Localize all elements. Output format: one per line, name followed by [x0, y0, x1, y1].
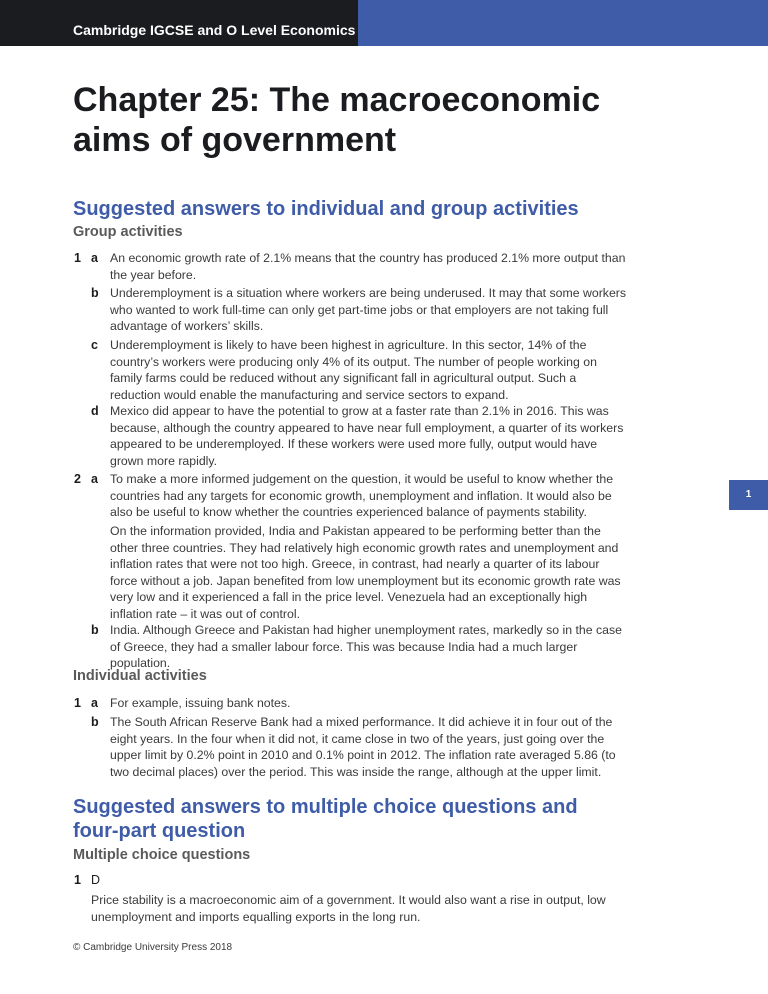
subheading-group-activities: Group activities — [73, 224, 183, 240]
answer-text: Mexico did appear to have the potential to grow at a faster rate than 2.1% in 2016. This was because, although the country appeared to have near full employment, a quarter of its workers appeared to be underemployed. If these workers were used more fully, output would have grown more rapidly. — [110, 404, 624, 468]
answer-text: The South African Reserve Bank had a mixed performance. It did achieve it in four out of the eight years. In the four when it did not, it came close in two of the years, just going over the upper limit by 0.2% point in 2010 and 0.1% point in 2012. The inflation rate averaged 5.86 (to two decimal places) over the period. This was inside the range, although at the upper limit. — [110, 715, 616, 779]
answer-text-continued: On the information provided, India and Pakistan appeared to be performing better than the other three countries. They had relatively high economic growth rates and unemployment and inflation rates that were not too high. Greece, in contrast, had nearly a quarter of its labour force without a job. Japan benefited from low unemployment but its economic growth rate was very low and it experienced a fall in the price level. Venezuela had an exceptionally high inflation rate – it was out of control. — [110, 524, 621, 621]
subheading-individual-activities: Individual activities — [73, 668, 207, 684]
answer-text: Price stability is a macroeconomic aim of a government. It would also want a rise in output, low unemployment and imports equalling exports in the long run. — [91, 893, 606, 924]
section-title-mcq: Suggested answers to multiple choice questions and four-part question — [73, 796, 578, 842]
section-title-activities: Suggested answers to individual and group activities — [73, 198, 579, 220]
part-letter: b — [91, 623, 99, 637]
question-number: 1 — [74, 873, 81, 887]
part-letter: c — [91, 338, 98, 352]
part-letter: d — [91, 404, 99, 418]
part-letter: a — [91, 472, 98, 486]
copyright-footer: © Cambridge University Press 2018 — [73, 942, 233, 953]
series-title: Cambridge IGCSE and O Level Economics — [73, 22, 356, 38]
part-letter: b — [91, 715, 99, 729]
subheading-mcq: Multiple choice questions — [73, 847, 251, 863]
answer-text: To make a more informed judgement on the question, it would be useful to know whether the countries had any targets for economic growth, unemployment and inflation. It would also be also be useful to know whether the countries experienced balance of payments stability. — [110, 472, 614, 520]
page-number: 1 — [745, 489, 752, 500]
chapter-title: Chapter 25: The macroeconomic aims of government — [73, 81, 601, 159]
answer-text: Underemployment is likely to have been highest in agriculture. In this sector, 14% of the country’s workers were producing only 4% of its output. The number of people working on family farms could be reduced without any significant fall in agricultural output. Such a reduction would enable the manufacturing and service sectors to expand. — [110, 338, 597, 402]
question-number: 1 — [74, 696, 81, 710]
header-accent-bar — [358, 0, 768, 46]
question-number: 1 — [74, 251, 81, 265]
page-number-tab — [729, 480, 768, 510]
part-letter: a — [91, 696, 98, 710]
part-letter: b — [91, 286, 99, 300]
answer-text: An economic growth rate of 2.1% means that the country has produced 2.1% more output than the year before. — [110, 251, 626, 282]
answer-text: For example, issuing bank notes. — [110, 696, 291, 710]
mcq-answer: D — [91, 873, 101, 887]
answer-text: India. Although Greece and Pakistan had higher unemployment rates, markedly so in the case of Greece, they had a smaller labour force. This was because India had a much larger population. — [110, 623, 622, 671]
question-number: 2 — [74, 472, 81, 486]
part-letter: a — [91, 251, 98, 265]
answer-text: Underemployment is a situation where workers are being underused. It may that some workers who wanted to work full-time can only get part-time jobs or that employers are not taking full advantage of workers’ skills. — [110, 286, 627, 334]
